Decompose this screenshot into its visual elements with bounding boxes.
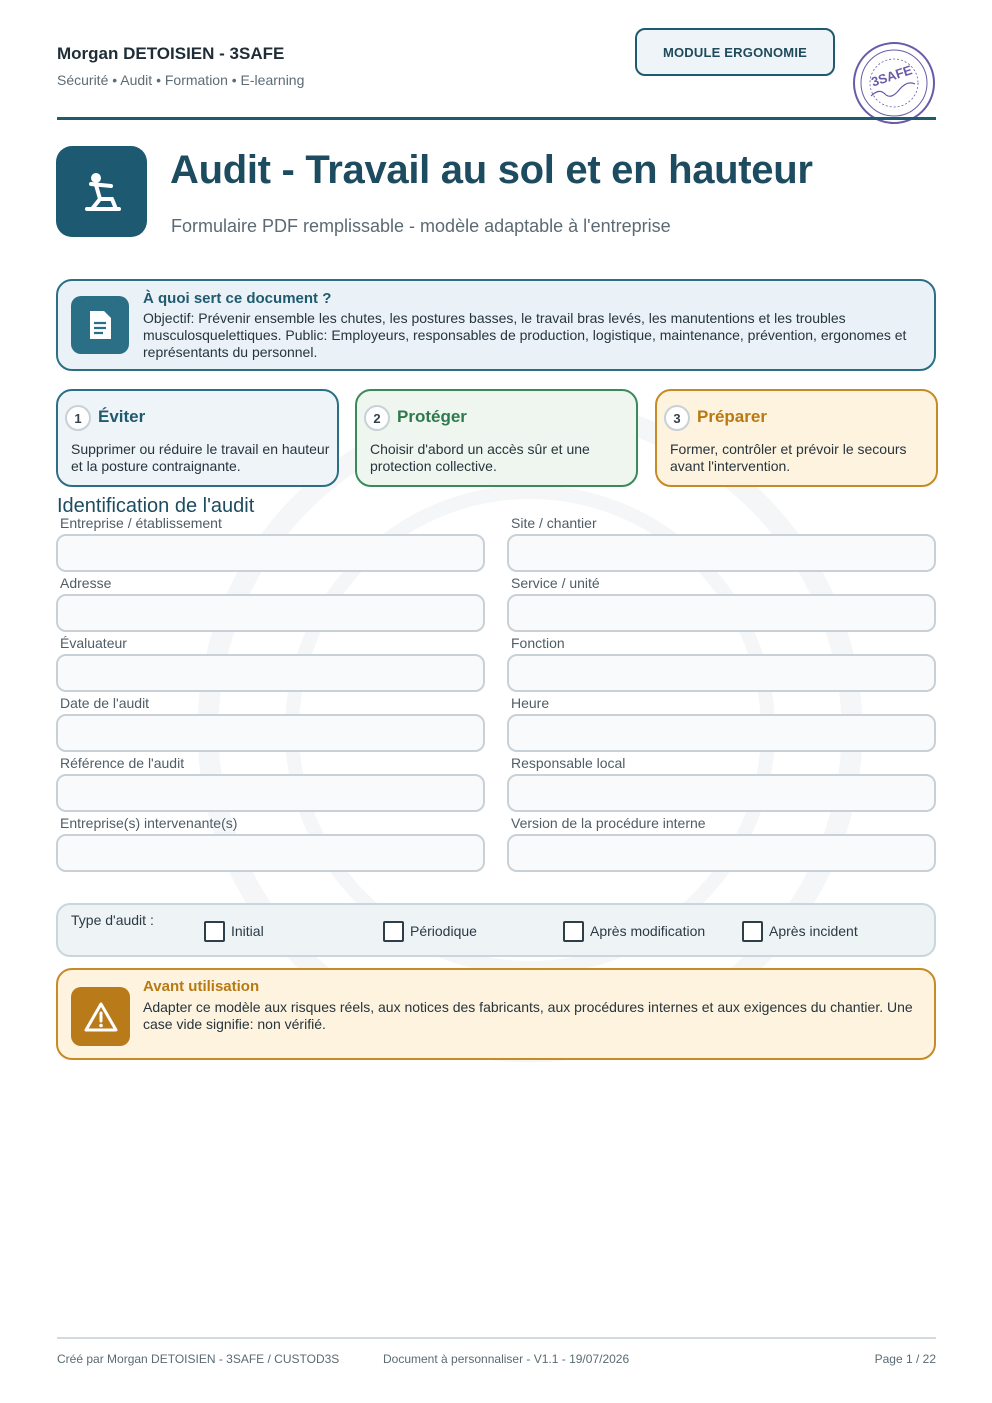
- step-card-prepare: [655, 389, 938, 487]
- document-icon: [86, 309, 114, 341]
- warning-icon-badge: [71, 987, 130, 1046]
- field-label: Adresse: [60, 575, 112, 591]
- address-input[interactable]: [56, 594, 485, 632]
- step-number: 1: [65, 405, 91, 431]
- tagline: Sécurité • Audit • Formation • E-learning: [57, 72, 305, 88]
- step-text: Choisir d'abord un accès sûr et une protection collective.: [370, 441, 590, 474]
- step-title: Éviter: [98, 407, 146, 426]
- purpose-panel: [56, 279, 936, 371]
- checkbox-label: Périodique: [410, 923, 477, 939]
- step-card-avoid: [56, 389, 339, 487]
- page-title: Audit - Travail au sol et en hauteur: [170, 148, 813, 192]
- warning-heading: Avant utilisation: [143, 978, 260, 995]
- document-icon-badge: [71, 296, 129, 354]
- step-text: Former, contrôler et prévoir le secours avant l'intervention.: [670, 441, 907, 474]
- module-badge: MODULE ERGONOMIE: [635, 28, 835, 76]
- stamp-label: 3SAFE: [869, 62, 914, 90]
- field-label: Entreprise / établissement: [60, 515, 222, 531]
- checkbox-label: Après incident: [769, 923, 858, 939]
- warning-triangle-icon: [84, 1002, 118, 1032]
- warning-panel: [56, 968, 936, 1060]
- step-number: 2: [364, 405, 390, 431]
- footer-page-number: Page 1 / 22: [874, 1352, 936, 1366]
- step-title: Préparer: [697, 407, 767, 426]
- author-name: Morgan DETOISIEN - 3SAFE: [57, 44, 285, 63]
- page-header: [57, 44, 937, 120]
- checkbox-after-incident[interactable]: [742, 921, 763, 942]
- checkbox-label: Initial: [231, 923, 264, 939]
- procedure-version-input[interactable]: [507, 834, 936, 872]
- field-label: Référence de l'audit: [60, 755, 185, 771]
- purpose-heading: À quoi sert ce document ?: [143, 290, 332, 307]
- audit-type-label: Type d'audit :: [71, 912, 154, 928]
- audit-type-panel: [56, 903, 936, 957]
- field-label: Date de l'audit: [60, 695, 150, 711]
- step-text: Supprimer ou réduire le travail en hauteur et la posture contraignante.: [71, 441, 330, 474]
- audit-date-input[interactable]: [56, 714, 485, 752]
- field-label: Version de la procédure interne: [511, 815, 706, 831]
- company-input[interactable]: [56, 534, 485, 572]
- field-label: Entreprise(s) intervenante(s): [60, 815, 238, 831]
- audit-reference-input[interactable]: [56, 774, 485, 812]
- checkbox-after-modification[interactable]: [563, 921, 584, 942]
- evaluator-input[interactable]: [56, 654, 485, 692]
- contractor-input[interactable]: [56, 834, 485, 872]
- site-input[interactable]: [507, 534, 936, 572]
- section-title-identification: Identification de l'audit: [57, 495, 255, 517]
- service-input[interactable]: [507, 594, 936, 632]
- footer-divider: [57, 1337, 936, 1339]
- field-label: Service / unité: [511, 575, 600, 591]
- time-input[interactable]: [507, 714, 936, 752]
- footer-created-by: Créé par Morgan DETOISIEN - 3SAFE / CUSTOD3S: [57, 1352, 340, 1366]
- worker-posture-icon: [79, 169, 125, 215]
- title-badge: [56, 146, 147, 237]
- page-subtitle: Formulaire PDF remplissable - modèle adaptable à l'entreprise: [171, 216, 671, 236]
- step-title: Protéger: [397, 407, 467, 426]
- company-stamp-icon: [851, 40, 937, 126]
- header-divider: [57, 117, 936, 120]
- field-label: Site / chantier: [511, 515, 597, 531]
- footer-version: Document à personnaliser - V1.1 - 19/07/2026: [383, 1352, 630, 1366]
- function-input[interactable]: [507, 654, 936, 692]
- step-number: 3: [664, 405, 690, 431]
- checkbox-periodic[interactable]: [383, 921, 404, 942]
- field-label: Responsable local: [511, 755, 626, 771]
- warning-text: Adapter ce modèle aux risques réels, aux notices des fabricants, aux procédures internes et aux exigences du chantier. Une case vide signifie: non vérifié.: [143, 999, 913, 1032]
- checkbox-label: Après modification: [590, 923, 706, 939]
- checkbox-initial[interactable]: [204, 921, 225, 942]
- field-label: Évaluateur: [60, 635, 127, 651]
- purpose-text: Objectif: Prévenir ensemble les chutes, les postures basses, le travail bras levés, les manutentions et les troubles musculosquelettiques. Public: Employeurs, responsables de production, logistique, maintenance, prévention, ergonomes et représentants du personnel.: [143, 310, 907, 360]
- field-label: Fonction: [511, 635, 565, 651]
- field-label: Heure: [511, 695, 550, 711]
- local-manager-input[interactable]: [507, 774, 936, 812]
- step-card-protect: [355, 389, 638, 487]
